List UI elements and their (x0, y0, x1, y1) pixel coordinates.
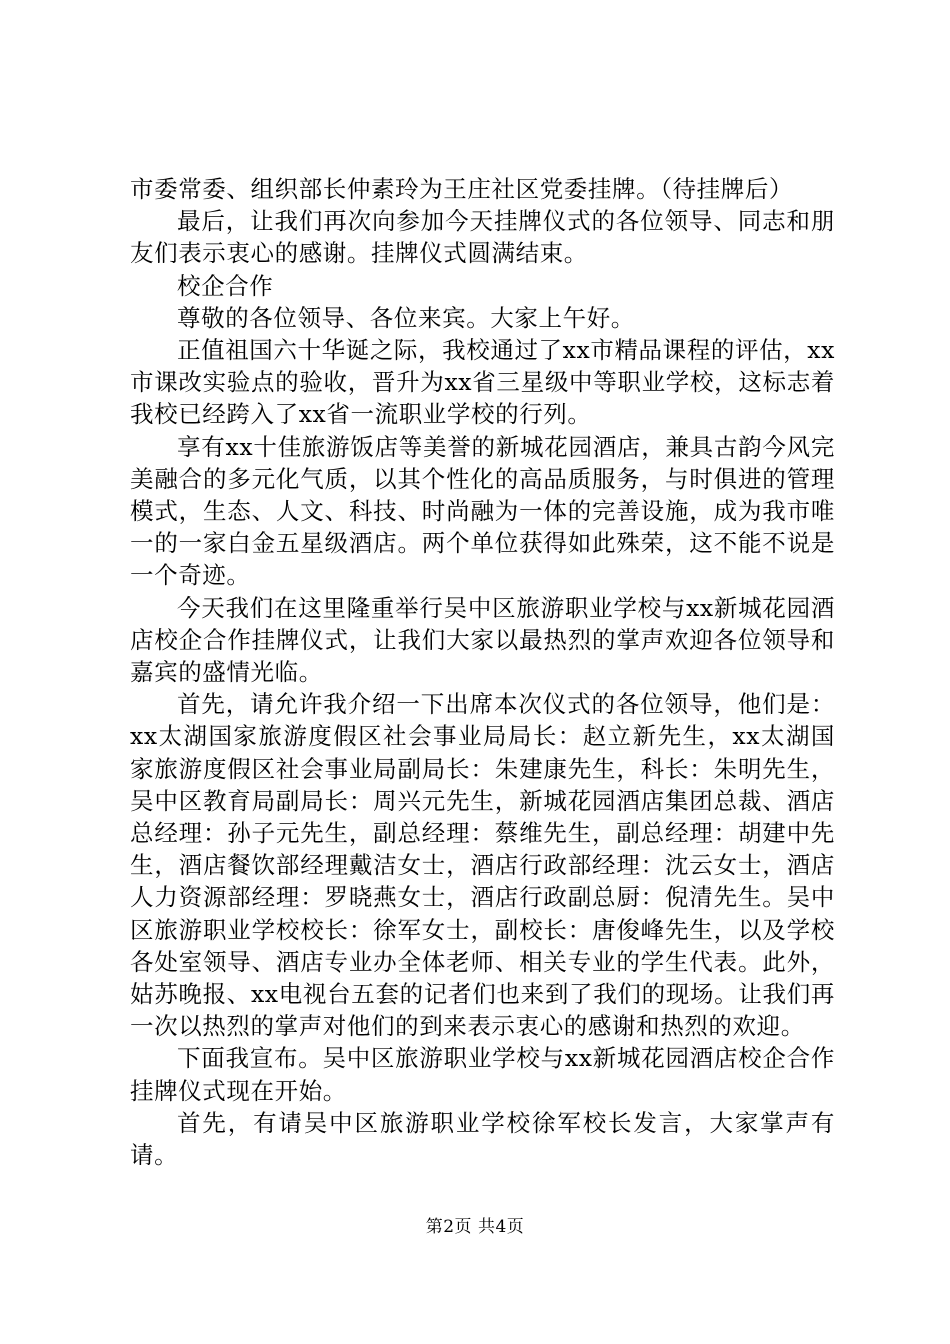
paragraph-9: 下面我宣布。吴中区旅游职业学校与xx新城花园酒店校企合作挂牌仪式现在开始。 (130, 1044, 835, 1105)
document-body (130, 173, 835, 1171)
paragraph-6: 享有xx十佳旅游饭店等美誉的新城花园酒店，兼具古韵今风完美融合的多元化气质，以其个性化的高品质服务，与时俱进的管理模式，生态、人文、科技、时尚融为一体的完善设施，成为我市唯一的一家白金五星级酒店。两个单位获得如此殊荣，这不能不说是一个奇迹。 (130, 432, 835, 590)
paragraph-7: 今天我们在这里隆重举行吴中区旅游职业学校与xx新城花园酒店校企合作挂牌仪式，让我们大家以最热烈的掌声欢迎各位领导和嘉宾的盛情光临。 (130, 593, 835, 687)
paragraph-greeting: 尊敬的各位领导、各位来宾。大家上午好。 (177, 303, 635, 332)
paragraph-1: 市委常委、组织部长仲素玲为王庄社区党委挂牌。（待挂牌后） (130, 175, 794, 203)
paragraph-8: 首先，请允许我介绍一下出席本次仪式的各位领导，他们是：xx太湖国家旅游度假区社会事业局局长：赵立新先生，xx太湖国家旅游度假区社会事业局副局长：朱建康先生，科长：朱明先生，吴中区教育局副局长：周兴元先生，新城花园酒店集团总裁、酒店总经理：孙子元先生，副总经理：蔡维先生，副总经理：胡建中先生，酒店餐饮部经理戴洁女士，酒店行政部经理：沈云女士，酒店人力资源部经理：罗晓燕女士，酒店行政副总厨：倪清先生。吴中区旅游职业学校校长：徐军女士，副校长：唐俊峰先生，以及学校各处室领导、酒店专业办全体老师、相关专业的学生代表。此外，姑苏晚报、xx电视台五套的记者们也来到了我们的现场。让我们再一次以热烈的掌声对他们的到来表示衷心的感谢和热烈的欢迎。 (130, 690, 835, 1041)
page-number-footer: 第2页 共4页 (425, 1217, 525, 1237)
paragraph-2: 最后，让我们再次向参加今天挂牌仪式的各位领导、同志和朋友们表示衷心的感谢。挂牌仪式圆满结束。 (130, 207, 835, 268)
paragraph-10: 首先，有请吴中区旅游职业学校徐军校长发言，大家掌声有请。 (130, 1108, 835, 1170)
section-heading: 校企合作 (177, 271, 274, 300)
paragraph-5: 正值祖国六十华诞之际，我校通过了xx市精品课程的评估，xx市课改实验点的验收，晋升为xx省三星级中等职业学校，这标志着我校已经跨入了xx省一流职业学校的行列。 (130, 336, 835, 429)
